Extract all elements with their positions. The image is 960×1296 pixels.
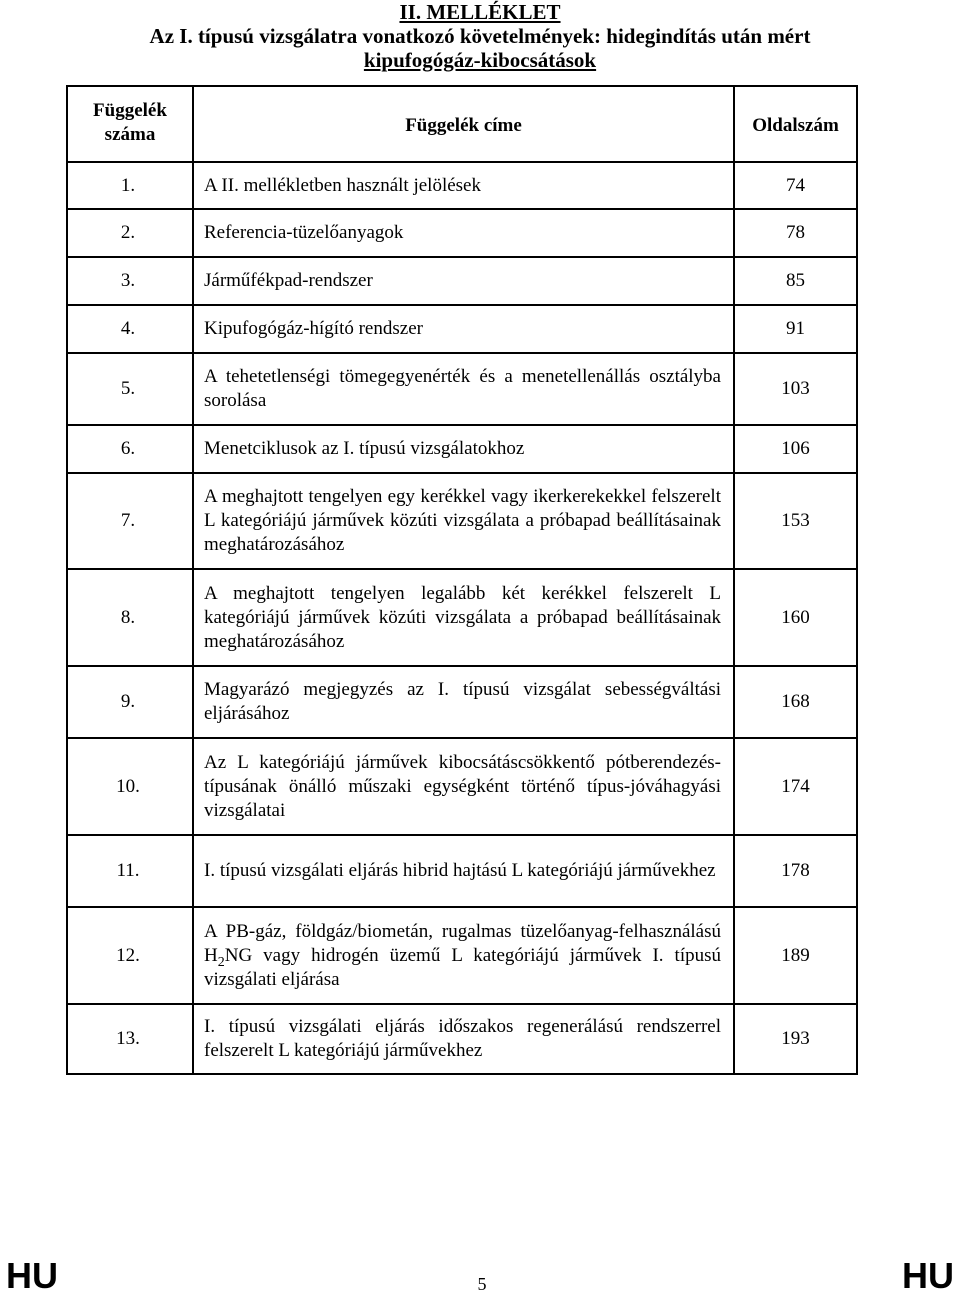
appendix-title: I. típusú vizsgálati eljárás hibrid hajtású L kategóriájú járművekhez [193, 835, 734, 907]
appendix-page: 189 [734, 907, 857, 1004]
appendix-title: A II. mellékletben használt jelölések [193, 162, 734, 209]
appendix-number: 8. [67, 569, 193, 666]
appendix-title-part: A PB-gáz, földgáz/biometán, rugalmas tüzelőanyag-felhasználású H [204, 920, 721, 966]
table-row [67, 666, 857, 738]
appendix-title: Menetciklusok az I. típusú vizsgálatokhoz [193, 425, 734, 473]
appendix-page: 160 [734, 569, 857, 666]
appendix-number: 1. [67, 162, 193, 209]
appendix-page: 74 [734, 162, 857, 209]
table-row [67, 257, 857, 305]
appendix-page: 153 [734, 473, 857, 569]
appendix-title: Az L kategóriájú járművek kibocsátáscsökkentő pótberendezés-típusának önálló műszaki egységként történő típus-jóváhagyási vizsgálatai [193, 738, 734, 835]
appendix-page: 85 [734, 257, 857, 305]
language-code-left: HU [6, 1255, 58, 1296]
appendix-page: 174 [734, 738, 857, 835]
table-row [67, 353, 857, 425]
appendix-number: 12. [67, 907, 193, 1004]
table-row [67, 425, 857, 473]
appendix-number: 6. [67, 425, 193, 473]
document-header [0, 0, 920, 72]
header-appendix-number: Függelék száma [67, 86, 193, 162]
appendix-title: Járműfékpad-rendszer [193, 257, 734, 305]
table-row [67, 305, 857, 353]
appendix-title: A tehetetlenségi tömegegyenérték és a menetellenállás osztályba sorolása [193, 353, 734, 425]
subscript-two: 2 [217, 954, 225, 970]
appendix-number: 11. [67, 835, 193, 907]
table-row [67, 738, 857, 835]
appendix-title: A meghajtott tengelyen egy kerékkel vagy ikerkerekekkel felszerelt L kategóriájú járművek közúti vizsgálata a próbapad beállításainak meghatározásához [193, 473, 734, 569]
appendix-number: 5. [67, 353, 193, 425]
appendix-number: 2. [67, 209, 193, 257]
table-row [67, 473, 857, 569]
appendix-page: 193 [781, 1028, 810, 1049]
table-header-row [67, 86, 857, 162]
table-row [67, 907, 857, 1004]
appendix-number: 13. [67, 1004, 193, 1074]
appendix-number: 4. [67, 305, 193, 353]
table-row [67, 569, 857, 666]
appendix-page: 168 [734, 666, 857, 738]
appendix-page: 106 [734, 425, 857, 473]
appendix-page: 78 [734, 209, 857, 257]
appendix-number: 9. [67, 666, 193, 738]
appendix-title: I. típusú vizsgálati eljárás időszakos regenerálású rendszerrel felszerelt L kategóriájú járművekhez [193, 1004, 734, 1074]
language-code-right: HU [902, 1255, 954, 1296]
appendix-title: Referencia-tüzelőanyagok [193, 209, 734, 257]
appendix-title: A meghajtott tengelyen legalább két kerékkel felszerelt L kategóriájú járművek közúti vizsgálata a próbapad beállításainak meghatározásához [193, 569, 734, 666]
appendix-number: 7. [67, 473, 193, 569]
annex-title: II. MELLÉKLET [399, 0, 561, 24]
appendix-page: 178 [734, 835, 857, 907]
appendix-number: 3. [67, 257, 193, 305]
header-page-number: Oldalszám [734, 86, 857, 162]
annex-subtitle-line-2: kipufogógáz-kibocsátások [363, 48, 597, 72]
table-row [67, 162, 857, 209]
appendix-page: 91 [734, 305, 857, 353]
appendix-number: 10. [67, 738, 193, 835]
table-row [67, 209, 857, 257]
appendix-title: Kipufogógáz-hígító rendszer [193, 305, 734, 353]
appendix-title-part: NG vagy hidrogén üzemű L kategóriájú járművek I. típusú vizsgálati eljárása [204, 944, 721, 990]
appendix-table [66, 85, 858, 1075]
annex-subtitle-line-1: Az I. típusú vizsgálatra vonatkozó követelmények: hidegindítás után mért [149, 24, 811, 48]
table-row [67, 1004, 857, 1074]
appendix-title: Magyarázó megjegyzés az I. típusú vizsgálat sebességváltási eljárásához [193, 666, 734, 738]
appendix-title [193, 907, 734, 1004]
header-appendix-title: Függelék címe [193, 86, 734, 162]
appendix-page: 103 [734, 353, 857, 425]
table-row [67, 835, 857, 907]
page-number: 5 [477, 1274, 487, 1294]
